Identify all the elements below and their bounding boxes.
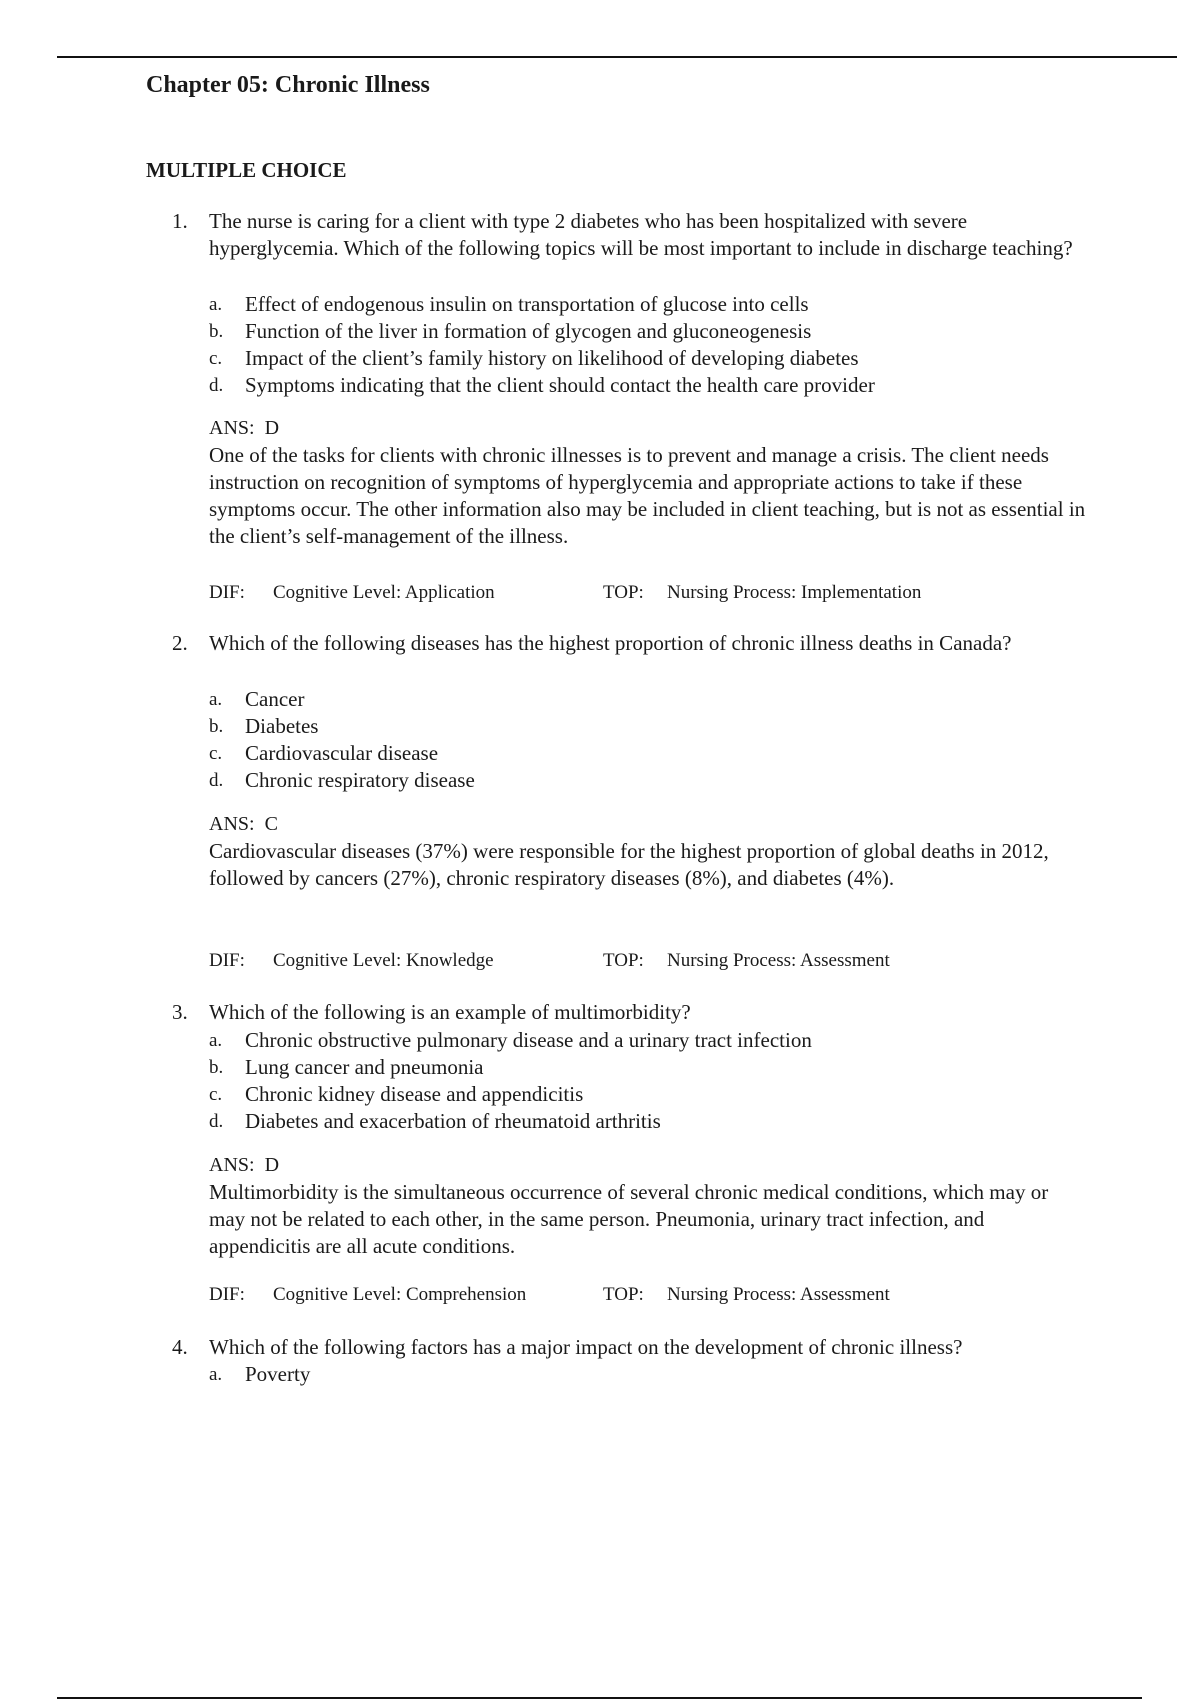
option-letter: b. xyxy=(209,321,224,342)
rationale: Cardiovascular diseases (37%) were responsible for the highest proportion of global deaths in 2012, followed by cancers (27%), chronic respiratory diseases (8%), and diabetes (4%). xyxy=(209,839,1049,890)
option-c[interactable] xyxy=(209,1081,1089,1108)
answer-options xyxy=(209,291,1089,399)
top-value: Nursing Process: Assessment xyxy=(667,1284,890,1305)
question-text: Which of the following factors has a major impact on the development of chronic illness? xyxy=(209,1335,963,1359)
option-b[interactable] xyxy=(209,713,1089,740)
option-text: Lung cancer and pneumonia xyxy=(245,1055,484,1079)
option-letter: b. xyxy=(209,716,224,737)
option-letter: a. xyxy=(209,1364,223,1385)
option-text: Cancer xyxy=(245,687,305,711)
question-number: 2. xyxy=(172,631,188,655)
option-c[interactable] xyxy=(209,740,1089,767)
option-letter: c. xyxy=(209,1084,223,1105)
dif-value: Cognitive Level: Knowledge xyxy=(273,950,494,971)
option-text: Diabetes and exacerbation of rheumatoid arthritis xyxy=(245,1109,661,1133)
option-text: Chronic obstructive pulmonary disease and a urinary tract infection xyxy=(245,1028,812,1052)
question-text: Which of the following is an example of multimorbidity? xyxy=(209,1000,691,1024)
option-d[interactable] xyxy=(209,1108,1089,1135)
option-text: Impact of the client’s family history on likelihood of developing diabetes xyxy=(245,346,859,370)
answer-options xyxy=(209,1027,1089,1135)
bottom-rule xyxy=(57,1697,1142,1699)
option-letter: d. xyxy=(209,1111,224,1132)
answer-label: ANS: xyxy=(209,813,255,835)
option-letter: a. xyxy=(209,294,223,315)
option-text: Chronic respiratory disease xyxy=(245,768,475,792)
question-meta xyxy=(209,579,921,606)
rationale: One of the tasks for clients with chronic illnesses is to prevent and manage a crisis. The client needs instruction on recognition of symptoms of hyperglycemia and appropriate actions to take if these symptoms occur. The other information also may be included in client teaching, but is not as essential in the client’s self-management of the illness. xyxy=(209,443,1086,548)
option-letter: a. xyxy=(209,1030,223,1051)
chapter-title: Chapter 05: Chronic Illness xyxy=(146,72,430,98)
answer-value: C xyxy=(264,813,278,835)
option-letter: a. xyxy=(209,689,223,710)
rationale: Multimorbidity is the simultaneous occurrence of several chronic medical conditions, which may or may not be related to each other, in the same person. Pneumonia, urinary tract infection, and appendicitis are all acute conditions. xyxy=(209,1180,1049,1258)
top-value: Nursing Process: Implementation xyxy=(667,582,922,603)
option-c[interactable] xyxy=(209,345,1089,372)
option-a[interactable] xyxy=(209,1361,1089,1388)
question-text: Which of the following diseases has the highest proportion of chronic illness deaths in Canada? xyxy=(209,631,1012,655)
dif-label: DIF: xyxy=(209,1284,245,1305)
answer-line xyxy=(209,1152,279,1179)
question-number: 3. xyxy=(172,1000,188,1024)
option-d[interactable] xyxy=(209,372,1089,399)
question-number: 4. xyxy=(172,1335,188,1359)
answer-line xyxy=(209,415,279,442)
option-d[interactable] xyxy=(209,767,1089,794)
option-text: Diabetes xyxy=(245,714,319,738)
option-text: Function of the liver in formation of glycogen and gluconeogenesis xyxy=(245,319,812,343)
option-letter: c. xyxy=(209,743,223,764)
answer-options xyxy=(209,686,1089,794)
question-meta xyxy=(209,1281,890,1308)
question-number: 1. xyxy=(172,209,188,233)
option-text: Symptoms indicating that the client should contact the health care provider xyxy=(245,373,875,397)
top-label: TOP: xyxy=(603,1284,644,1305)
answer-value: D xyxy=(264,1154,280,1176)
option-letter: d. xyxy=(209,770,224,791)
answer-label: ANS: xyxy=(209,417,255,439)
answer-label: ANS: xyxy=(209,1154,255,1176)
question-meta xyxy=(209,947,890,974)
section-heading: MULTIPLE CHOICE xyxy=(146,158,347,182)
option-b[interactable] xyxy=(209,1054,1089,1081)
answer-line xyxy=(209,811,278,838)
top-value: Nursing Process: Assessment xyxy=(667,950,890,971)
dif-label: DIF: xyxy=(209,582,245,603)
dif-value: Cognitive Level: Comprehension xyxy=(273,1284,527,1305)
top-rule xyxy=(57,56,1177,58)
option-letter: c. xyxy=(209,348,223,369)
answer-value: D xyxy=(264,417,280,439)
option-b[interactable] xyxy=(209,318,1089,345)
top-label: TOP: xyxy=(603,950,644,971)
option-text: Effect of endogenous insulin on transportation of glucose into cells xyxy=(245,292,809,316)
dif-value: Cognitive Level: Application xyxy=(273,582,495,603)
option-text: Poverty xyxy=(245,1362,311,1386)
answer-options xyxy=(209,1361,1089,1388)
option-letter: b. xyxy=(209,1057,224,1078)
option-a[interactable] xyxy=(209,686,1089,713)
question-text: The nurse is caring for a client with type 2 diabetes who has been hospitalized with severe hyperglycemia. Which of the following topics will be most important to include in discharge teaching? xyxy=(209,209,1073,260)
option-text: Chronic kidney disease and appendicitis xyxy=(245,1082,584,1106)
option-a[interactable] xyxy=(209,291,1089,318)
option-letter: d. xyxy=(209,375,224,396)
option-a[interactable] xyxy=(209,1027,1089,1054)
dif-label: DIF: xyxy=(209,950,245,971)
top-label: TOP: xyxy=(603,582,644,603)
option-text: Cardiovascular disease xyxy=(245,741,439,765)
